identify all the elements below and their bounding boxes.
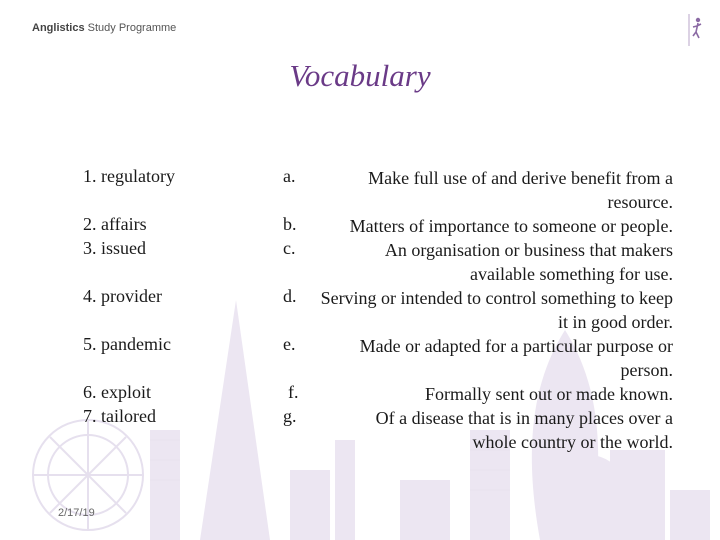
term-item xyxy=(83,406,156,427)
definition-letter: e. xyxy=(283,334,296,354)
term-number: 1. xyxy=(83,166,97,186)
definition-text: Of a disease that is in many places over a whole country or the world. xyxy=(375,408,673,452)
term-word: pandemic xyxy=(101,334,171,354)
definition-item xyxy=(283,406,673,454)
term-word: provider xyxy=(101,286,162,306)
definition-letter: b. xyxy=(283,214,297,234)
definition-text: Matters of importance to someone or people. xyxy=(349,216,673,236)
term-number: 7. xyxy=(83,406,97,426)
term-item xyxy=(83,286,162,307)
term-number: 3. xyxy=(83,238,97,258)
definition-letter: c. xyxy=(283,238,296,258)
definition-letter: f. xyxy=(288,382,299,402)
term-item xyxy=(83,214,147,235)
term-number: 4. xyxy=(83,286,97,306)
term-word: issued xyxy=(101,238,146,258)
definition-item xyxy=(283,166,673,214)
programme-header xyxy=(32,22,176,34)
term-number: 2. xyxy=(83,214,97,234)
slide-date: 2/17/19 xyxy=(58,507,95,519)
term-item xyxy=(83,166,175,187)
definition-item xyxy=(283,214,673,238)
term-item xyxy=(83,334,171,355)
definition-item xyxy=(283,334,673,382)
definition-text: Make full use of and derive benefit from a resource. xyxy=(368,168,673,212)
definition-text: An organisation or business that makers available something for use. xyxy=(384,240,673,284)
definition-text: Made or adapted for a particular purpose or person. xyxy=(359,336,673,380)
term-number: 5. xyxy=(83,334,97,354)
term-item xyxy=(83,382,151,403)
term-word: exploit xyxy=(101,382,151,402)
figure-logo-icon xyxy=(688,14,704,46)
programme-subtitle: Study Programme xyxy=(87,22,177,34)
definition-text: Formally sent out or made known. xyxy=(425,384,673,404)
term-word: tailored xyxy=(101,406,156,426)
page-title: Vocabulary xyxy=(289,58,431,93)
definition-letter: g. xyxy=(283,406,297,426)
shard-icon xyxy=(200,300,270,540)
definition-letter: d. xyxy=(283,286,297,306)
term-item xyxy=(83,238,146,259)
term-word: affairs xyxy=(101,214,147,234)
definition-item xyxy=(283,286,673,334)
term-word: regulatory xyxy=(101,166,175,186)
definition-item xyxy=(283,238,673,286)
definition-item xyxy=(283,382,673,406)
brand-name: Anglistics xyxy=(32,22,85,34)
definition-letter: a. xyxy=(283,166,296,186)
term-number: 6. xyxy=(83,382,97,402)
definition-text: Serving or intended to control something to keep it in good order. xyxy=(320,288,673,332)
